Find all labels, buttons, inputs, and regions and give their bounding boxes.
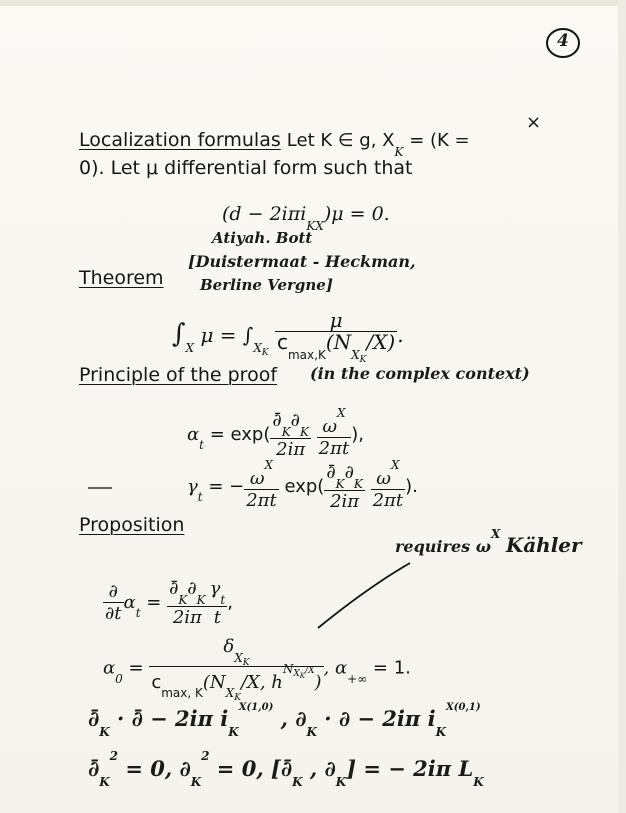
gamma-fraction: $\frac{\omega^X}{2\pi t}$ <box>246 457 277 511</box>
handwritten-line-1: $\partial̄_K$ · ∂̄ − 2iπ $i_K^{X(1,0)}$ , $\partial_K$ · ∂ − 2iπ $i_K^{X(0,1)}$ <box>88 702 481 740</box>
theorem-formula: $\int_X$ $\mu = \int_{XK}$ $\frac{\mu}{c_{max,K}(N_{XK}/X)}$ . <box>172 308 404 365</box>
gamma-fraction-3: $\frac{\omega^X}{2\pi t}$ <box>372 457 404 511</box>
proposition-note: requires $\omega^X$ Kähler <box>395 526 582 557</box>
gamma-formula: $\gamma_t$ = − $\frac{\omega^X}{2\pi t}$ exp( $\frac{\partial̄_K\partial_K}{2i\pi}$ $\frac{\omega^X}{2\pi t}$ ). <box>187 457 418 512</box>
alpha-zero-formula: $\alpha_0$ = $\frac{\delta_{XK}}{c_{max, K}(N_{XK}/X, h^{NXK/X})}$ , $\alpha_{+\infty} = 1$. <box>103 636 411 704</box>
section-heading: Localization formulas <box>79 129 281 151</box>
localization-equation: (d − 2iπi$_{KX}$)μ = 0. <box>222 203 390 233</box>
derivative-rhs-fraction: $\frac{\partial̄_K\partial_K}{2i\pi}$ <box>169 578 206 628</box>
alpha-zero-fraction: $\frac{\delta_{XK}}{c_{max, K}(N_{XK}/X, h^{NXK/X})}$ <box>151 636 322 704</box>
derivative-formula: $\frac{\partial}{\partial t}$ $\alpha_t$ = $\frac{\partial̄_K\partial_K}{2i\pi}$ $\frac{\gamma_t}{t}$ , <box>105 578 233 628</box>
localization-line-2: 0). Let μ differential form such that <box>79 157 413 179</box>
localization-line-1 <box>79 129 470 159</box>
principle-note: (in the complex context) <box>310 364 530 383</box>
theorem-fraction: $\frac{\mu}{c_{max,K}(N_{XK}/X)}$ <box>276 308 396 365</box>
derivative-rhs-fraction-2: $\frac{\gamma_t}{t}$ <box>209 578 226 628</box>
alpha-fraction-1: $\frac{\partial̄_K\partial_K}{2i\pi}$ <box>272 410 309 460</box>
alpha-formula: $\alpha_t = \exp$( $\frac{\partial̄_K\partial_K}{2i\pi}$ $\frac{\omega^X}{2\pi t}$ ), <box>187 405 364 460</box>
proposition-label: Proposition <box>79 514 185 536</box>
localization-text-1: Let K ∈ g, $X_K = (K$ = <box>286 130 470 159</box>
principle-label: Principle of the proof <box>79 364 278 386</box>
page-mark: 4 <box>557 31 569 51</box>
k-cross-sup: × <box>526 112 542 133</box>
theorem-label: Theorem <box>79 267 164 289</box>
theorem-attribution-3: Berline Vergne] <box>200 276 333 294</box>
annotation-arrow-stroke <box>318 563 410 628</box>
theorem-attribution-1: Atiyah. Bott <box>212 229 313 247</box>
theorem-attribution-2: [Duistermaat - Heckman, <box>188 252 416 271</box>
handwritten-line-2: $\partial̄_K^2 = 0$, $\partial_K^2 = 0$, [$\partial̄_K$ , $\partial_K$] = − 2iπ $L_K$ <box>88 749 484 790</box>
gamma-fraction-2: $\frac{\partial̄_K\partial_K}{2i\pi}$ <box>326 462 363 512</box>
alpha-fraction-2: $\frac{\omega^X}{2\pi t}$ <box>318 405 350 459</box>
derivative-fraction: $\frac{\partial}{\partial t}$ <box>105 581 122 625</box>
